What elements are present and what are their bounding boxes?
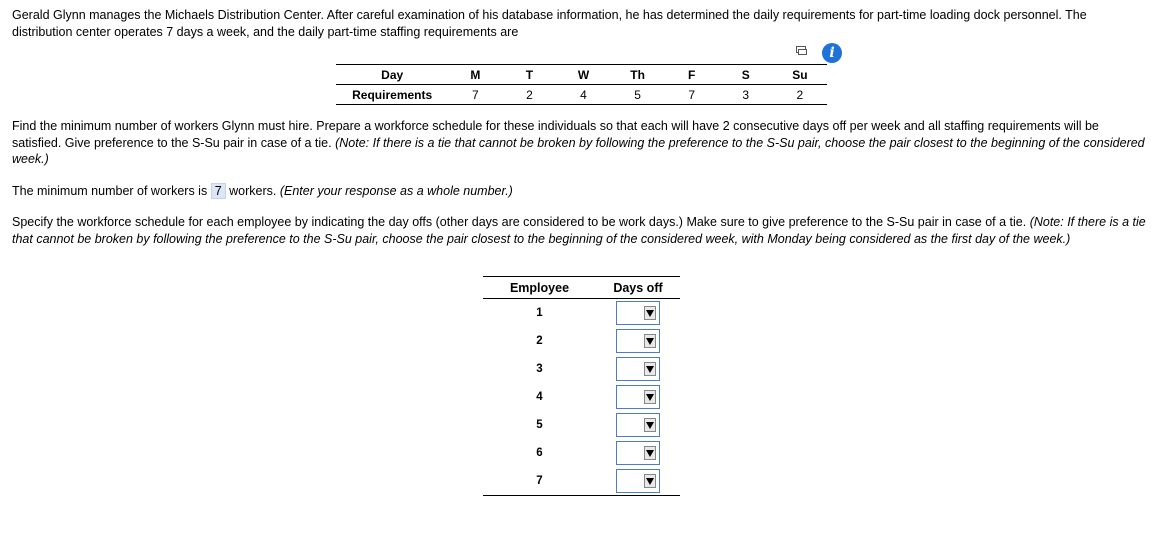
instruction-note: (Note: If there is a tie that cannot be broken by following the preference to the S-Su pair, choose the pair closest to the beginning of the considered week, with Monday being considered as the first day of the week.) xyxy=(12,215,1146,246)
day-cell: F xyxy=(665,65,719,85)
employee-number: 6 xyxy=(536,447,543,459)
table-row xyxy=(483,299,680,327)
requirement-cell: 7 xyxy=(688,87,696,102)
day-row xyxy=(336,65,827,85)
table-row xyxy=(483,467,680,495)
answer-line xyxy=(12,183,1146,200)
copy-icon[interactable] xyxy=(796,46,807,55)
day-cell: Th xyxy=(611,65,665,85)
days-off-column-header: Days off xyxy=(613,280,663,295)
day-cell: T xyxy=(502,65,556,85)
employee-number: 1 xyxy=(536,307,543,319)
employee-number: 4 xyxy=(536,391,543,403)
table-row xyxy=(483,355,680,383)
employee-number: 3 xyxy=(536,363,543,375)
answer-input[interactable]: 7 xyxy=(211,183,226,199)
answer-prefix: The minimum number of workers is xyxy=(12,184,208,198)
dropdown-arrow-icon[interactable] xyxy=(644,306,656,320)
day-header: Day xyxy=(336,65,448,85)
dropdown-arrow-icon[interactable] xyxy=(644,418,656,432)
days-off-dropdown[interactable] xyxy=(616,301,660,325)
requirement-cell: 7 xyxy=(472,87,479,102)
requirements-row xyxy=(336,85,827,105)
employee-number: 5 xyxy=(536,419,543,431)
day-cell: W xyxy=(556,65,610,85)
employee-column-header: Employee xyxy=(509,280,570,295)
day-cell: S xyxy=(719,65,773,85)
instruction-text: Find the minimum number of workers Glynn must hire. Prepare a workforce schedule for these individuals so that each will have 2 consecutive days off per week and all staffing requirements will be satisfied. Give preference to the S-Su pair in case of a tie. xyxy=(12,119,1099,150)
requirement-cell: 3 xyxy=(742,87,750,102)
requirement-cell: 2 xyxy=(526,87,533,102)
intro-paragraph: Gerald Glynn manages the Michaels Distribution Center. After careful examination of his database information, he has determined the daily requirements for part-time loading dock personnel. The distribution center operates 7 days a week, and the daily part-time staffing requirements are xyxy=(12,8,1087,39)
schedule-table xyxy=(483,276,680,496)
table-row xyxy=(483,411,680,439)
table-row xyxy=(483,327,680,355)
dropdown-arrow-icon[interactable] xyxy=(644,362,656,376)
info-icon[interactable]: i xyxy=(822,43,842,63)
answer-hint: (Enter your response as a whole number.) xyxy=(279,184,513,198)
requirement-cell: 4 xyxy=(580,87,587,102)
dropdown-arrow-icon[interactable] xyxy=(644,390,656,404)
days-off-dropdown[interactable] xyxy=(616,385,660,409)
instruction-note: (Note: If there is a tie that cannot be broken by following the preference to the S-Su pair, choose the pair closest to the beginning of the considered week.) xyxy=(12,135,1145,166)
days-off-dropdown[interactable] xyxy=(616,329,660,353)
requirements-header: Requirements xyxy=(352,87,433,102)
answer-suffix: workers. xyxy=(229,184,277,198)
table-row xyxy=(483,383,680,411)
table-row xyxy=(483,439,680,467)
instruction-paragraph-1 xyxy=(12,118,1146,168)
requirement-cell: 5 xyxy=(634,87,641,102)
dropdown-arrow-icon[interactable] xyxy=(644,474,656,488)
days-off-dropdown[interactable] xyxy=(616,413,660,437)
employee-number: 2 xyxy=(536,335,543,347)
days-off-dropdown[interactable] xyxy=(616,469,660,493)
employee-number: 7 xyxy=(536,475,543,487)
instruction-text: Specify the workforce schedule for each employee by indicating the day offs (other days are considered to be work days.) Make sure to give preference to the S-Su pair in case of a tie. xyxy=(12,215,1027,229)
days-off-dropdown[interactable] xyxy=(616,441,660,465)
schedule-header xyxy=(483,277,680,299)
days-off-dropdown[interactable] xyxy=(616,357,660,381)
requirements-table xyxy=(336,64,827,105)
day-cell: M xyxy=(448,65,502,85)
day-cell: Su xyxy=(773,65,827,85)
requirement-cell: 2 xyxy=(796,87,804,102)
instruction-paragraph-2 xyxy=(12,214,1146,247)
dropdown-arrow-icon[interactable] xyxy=(644,446,656,460)
dropdown-arrow-icon[interactable] xyxy=(644,334,656,348)
